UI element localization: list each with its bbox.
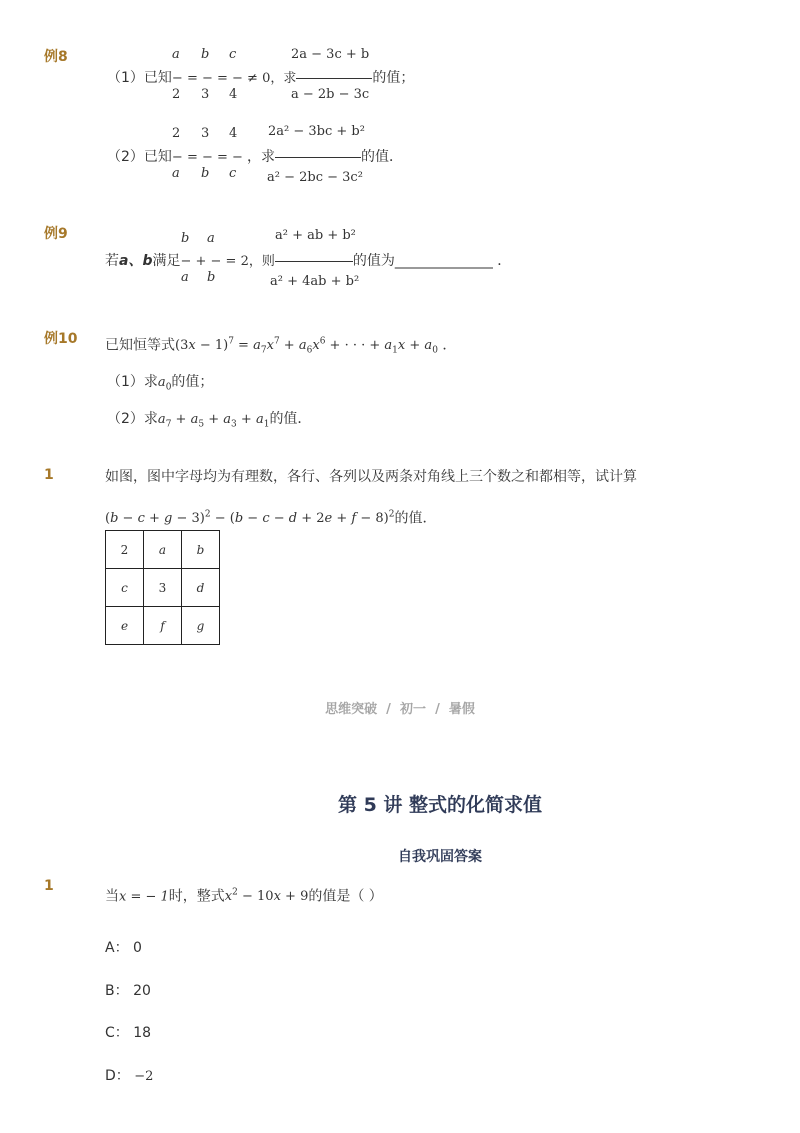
frac-1-denominator: a (172, 166, 180, 181)
example-9-label: 例9 (44, 226, 68, 242)
footer-separator: / (386, 702, 391, 717)
part-prefix: （1）已知 (107, 70, 172, 86)
condition: x = − 1 (119, 889, 169, 905)
equation-tail: = 2，则 (225, 254, 275, 269)
example-10-identity: 已知恒等式$(3x - 1)^7 = a_7x^7 + a_6x^6$ + · · · + $a_1x + a_0$ ． (105, 337, 457, 356)
grid-cell: e (106, 607, 144, 645)
q-suffix: 的值； (171, 374, 214, 390)
suffix: 的值为 (352, 253, 395, 269)
problem-1-text: 如图，图中字母均为有理数，各行、各列以及两条对角线上三个数之和都相等，试计算 (105, 469, 637, 485)
grid-cell: a (144, 531, 182, 569)
option-key: A： (105, 940, 129, 956)
option-a[interactable] (105, 937, 142, 957)
example-10-question-2: （2）求$a_7 + a_5 + a_3 + a_1$的值． (107, 411, 312, 430)
page-footer (0, 698, 800, 717)
intro-text: 已知恒等式 (105, 337, 175, 354)
magic-square-grid (105, 530, 220, 645)
frac-1-denominator: a (181, 270, 189, 285)
option-d[interactable] (105, 1065, 153, 1085)
part-prefix: （2）已知 (107, 149, 172, 165)
grid-row (106, 531, 220, 569)
footer-grade: 初一 (399, 702, 426, 717)
fraction-numerator: a² + ab + b² (275, 228, 356, 243)
q-suffix: 的值． (269, 411, 312, 427)
frac-2-numerator: b (201, 47, 210, 62)
option-b[interactable] (105, 980, 151, 1000)
option-value: 0 (133, 940, 142, 956)
grid-row (106, 607, 220, 645)
frac-2-denominator: b (201, 166, 210, 181)
option-value: 20 (133, 983, 151, 999)
frac-2-numerator: 3 (201, 126, 210, 141)
grid-cell: b (182, 531, 220, 569)
fraction-denominator: a² − 2bc − 3c² (267, 170, 363, 185)
frac-1-denominator: 2 (172, 87, 181, 102)
footer-separator: / (435, 702, 440, 717)
frac-3-denominator: c (229, 166, 237, 181)
example-8-part-1-line: （1）已知− = − = − ≠ 0，求 的值； (107, 70, 415, 86)
fraction-numerator: 2a − 3c + b (291, 47, 370, 62)
condition-tail: ，求 (247, 149, 276, 165)
part-suffix: 的值； (372, 70, 415, 86)
answer-blank[interactable]: ______________ (394, 253, 493, 269)
frac-1-numerator: b (181, 231, 190, 246)
example-8-label: 例8 (44, 49, 68, 65)
problem-1-expression: $(b - c + g - 3)^2 - (b - c - d + 2e + f - 8)^2$的值． (105, 510, 437, 527)
section-title: 自我巩固答案 (398, 849, 482, 865)
fraction-denominator: a² + 4ab + b² (270, 274, 360, 289)
grid-cell: f (144, 607, 182, 645)
expression-tail: 的值． (394, 510, 437, 527)
part-suffix: 的值． (361, 149, 404, 165)
fraction-numerator: 2a² − 3bc + b² (268, 124, 365, 139)
grid-cell: g (182, 607, 220, 645)
option-value: −2 (134, 1069, 154, 1084)
end-mark: ． (497, 253, 512, 269)
q-prefix: （2）求 (107, 411, 158, 427)
option-key: C： (105, 1025, 129, 1041)
example-9-line: 若a、b满足− + − = 2，则 的值为______________ ． (105, 253, 512, 269)
grid-row (106, 569, 220, 607)
frac-1-numerator: a (172, 47, 180, 62)
footer-series: 思维突破 (325, 702, 378, 717)
option-value: 18 (133, 1025, 152, 1041)
q-mid: 时，整式 (168, 888, 225, 905)
example-10-label: 例10 (44, 331, 78, 347)
frac-2-denominator: 3 (201, 87, 210, 102)
option-key: D： (105, 1068, 130, 1084)
variables: a、b (119, 253, 153, 269)
q-prefix: 当 (105, 888, 119, 905)
fraction-denominator: a − 2b − 3c (291, 87, 370, 102)
option-key: B： (105, 983, 129, 999)
example-8-part-2-line: （2）已知− = − = − ，求 的值． (107, 149, 404, 165)
problem-1-label: 1 (44, 467, 54, 483)
condition-tail: ≠ 0，求 (247, 71, 297, 86)
frac-3-denominator: 4 (229, 87, 238, 102)
footer-term: 暑假 (448, 702, 475, 717)
answer-1-question: 当x = − 1时，整式$x^2 - 10x + 9$的值是（ ） (105, 888, 383, 905)
grid-cell: 3 (144, 569, 182, 607)
frac-3-numerator: 4 (229, 126, 238, 141)
q-prefix: （1）求 (107, 374, 158, 390)
frac-2-numerator: a (207, 231, 215, 246)
grid-cell: 2 (106, 531, 144, 569)
prefix: 若 (105, 253, 119, 269)
option-c[interactable] (105, 1022, 151, 1042)
lecture-title: 第 5 讲 整式的化简求值 (337, 794, 543, 816)
frac-1-numerator: 2 (172, 126, 181, 141)
frac-2-denominator: b (207, 270, 216, 285)
q-suffix: 的值是（ ） (308, 888, 383, 905)
satisfies-text: 满足 (152, 253, 181, 269)
example-10-question-1: （1）求$a_0$的值； (107, 374, 214, 393)
grid-cell: d (182, 569, 220, 607)
grid-cell: c (106, 569, 144, 607)
frac-3-numerator: c (229, 47, 237, 62)
answer-1-label: 1 (44, 878, 54, 894)
